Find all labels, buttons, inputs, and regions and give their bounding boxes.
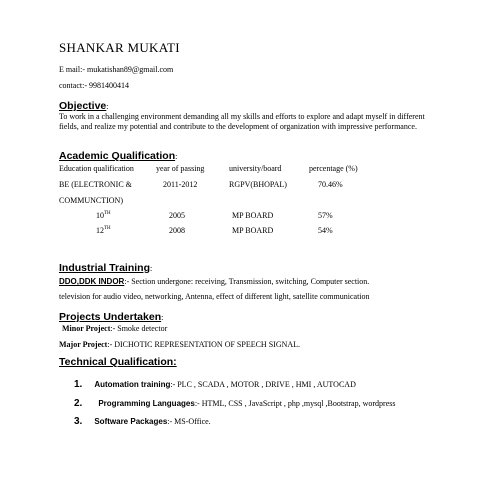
row-10th-percentage: 57%	[318, 211, 333, 220]
industrial-heading-wrap	[59, 258, 152, 276]
major-project-label: Major Project	[59, 340, 108, 349]
major-project-value: :- DICHOTIC REPRESENTATION OF SPEECH SIGNAL.	[107, 340, 301, 349]
technical-item-3-label: Software Packages	[94, 417, 168, 426]
row-10th-number: 10	[96, 211, 104, 220]
row-10th-sup: TH	[104, 211, 111, 216]
academic-heading: Academic Qualification	[59, 150, 176, 162]
technical-item-1-number: 1.	[74, 379, 83, 390]
table-header-qualification: Education qualification	[59, 164, 134, 173]
technical-item-1-value: :- PLC , SCADA , MOTOR , DRIVE , HMI , AUTOCAD	[170, 380, 356, 389]
row-12th-number: 12	[96, 226, 104, 235]
table-header-percentage: percentage (%)	[309, 164, 358, 173]
industrial-heading-colon: :	[150, 264, 153, 273]
technical-item-2	[74, 393, 395, 411]
table-header-board: university/board	[229, 164, 282, 173]
technical-item-1-label: Automation training	[94, 380, 171, 389]
technical-item-2-label: Programming Languages	[98, 399, 195, 408]
minor-project-label: Minor Project	[62, 324, 111, 333]
major-project-line	[59, 340, 300, 349]
minor-project-line	[62, 324, 167, 333]
technical-item-3	[74, 411, 211, 429]
technical-item-2-number: 2.	[74, 398, 83, 409]
industrial-line-1	[59, 277, 369, 286]
table-header-year: year of passing	[156, 164, 205, 173]
technical-item-1	[74, 374, 356, 392]
email-line: E mail:- mukatishan89@gmail.com	[59, 65, 174, 74]
objective-heading-colon: :	[106, 102, 109, 111]
row-10th-year: 2005	[169, 211, 185, 220]
technical-item-3-value: :- MS-Office.	[167, 417, 211, 426]
row-12th-qualification	[96, 226, 111, 235]
row-10th-qualification	[96, 211, 111, 220]
contact-line: contact:- 9981400414	[59, 81, 129, 90]
industrial-line-2: television for audio video, networking, Antenna, effect of different light, satellite communication	[59, 292, 370, 301]
row-12th-percentage: 54%	[318, 226, 333, 235]
technical-item-2-value: :- HTML, CSS , JavaScript , php ,mysql ,Bootstrap, wordpress	[194, 399, 396, 408]
academic-heading-colon: :	[175, 152, 178, 161]
projects-heading-colon: :	[161, 313, 164, 322]
projects-heading-wrap	[59, 307, 163, 325]
industrial-heading: Industrial Training	[59, 262, 151, 274]
row-be-board: RGPV(BHOPAL)	[229, 180, 287, 189]
row-12th-sup: TH	[104, 226, 111, 231]
industrial-org: DDO,DDK INDOR	[59, 277, 125, 286]
projects-heading: Projects Undertaken	[59, 311, 162, 323]
academic-heading-wrap	[59, 146, 177, 164]
objective-text: To work in a challenging environment demanding all my skills and efforts to explore and adapt myself in different fields, and realize my potential and contribute to the development of organization with impressive performance.	[59, 112, 425, 131]
resume-name: SHANKAR MUKATI	[59, 40, 180, 55]
objective-heading: Objective	[59, 100, 107, 112]
row-10th-board: MP BOARD	[232, 211, 274, 220]
row-be-qualification: BE (ELECTRONIC &	[59, 180, 132, 189]
row-be-year: 2011-2012	[163, 180, 198, 189]
technical-item-3-number: 3.	[74, 416, 83, 427]
row-be-percentage: 70.46%	[318, 180, 343, 189]
row-be-qualification-cont: COMMUNCTION)	[59, 196, 123, 205]
industrial-line-1-rest: :- Section undergone: receiving, Transmission, switching, Computer section.	[124, 277, 370, 286]
technical-heading: Technical Qualification:	[59, 356, 177, 368]
row-12th-board: MP BOARD	[232, 226, 274, 235]
row-12th-year: 2008	[169, 226, 185, 235]
minor-project-value: :- Smoke detector	[110, 324, 168, 333]
